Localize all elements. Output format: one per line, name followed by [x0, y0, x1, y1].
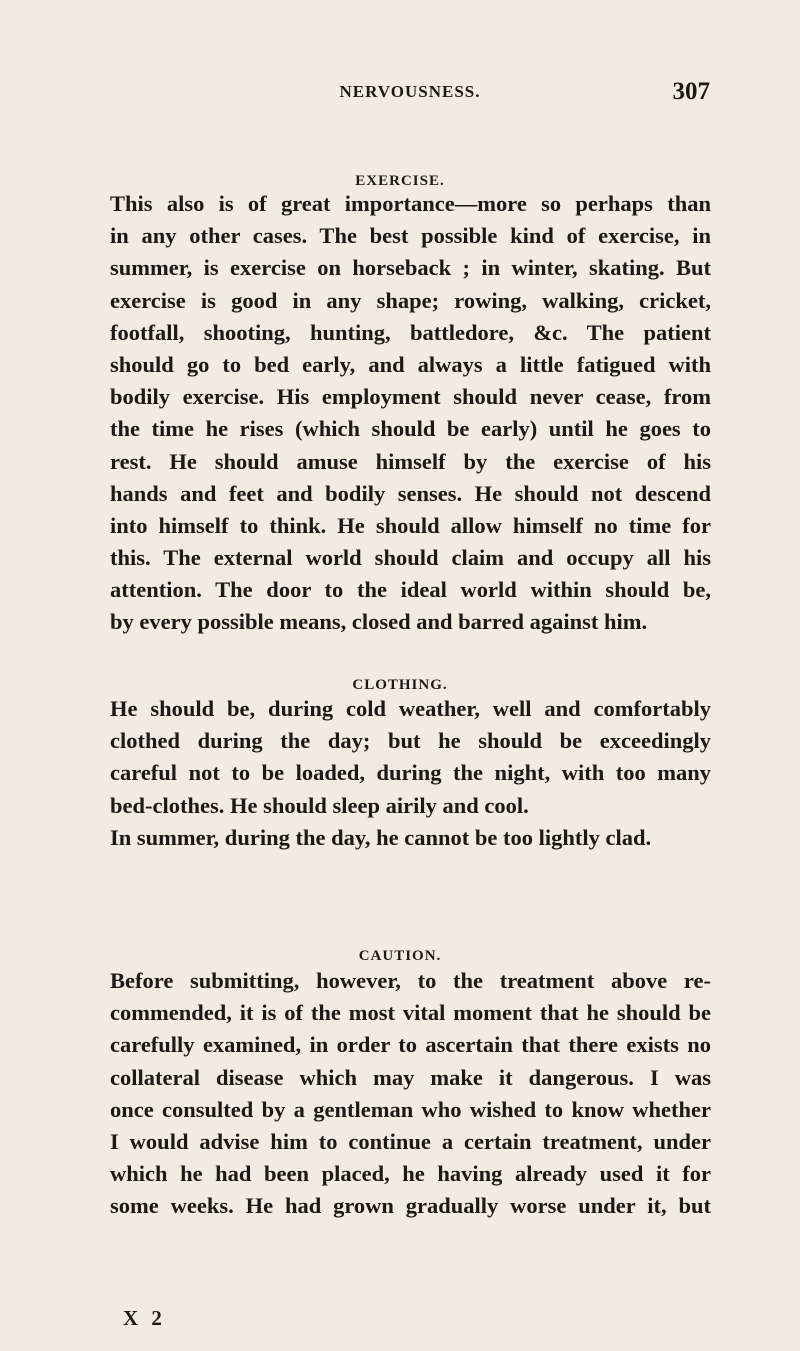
text-line: summer, is exercise on horseback ; in winter, skating. But	[110, 255, 711, 281]
text-line: commended, it is of the most vital moment that he should be	[110, 1000, 711, 1026]
text-line: attention. The door to the ideal world within should be,	[110, 577, 711, 603]
text-line: footfall, shooting, hunting, battledore, &c. The patient	[110, 319, 711, 345]
text-line: He should be, during cold weather, well and comfortably	[110, 696, 711, 721]
paragraph-clothing	[110, 693, 711, 854]
text-line: clothed during the day; but he should be exceedingly	[110, 728, 711, 754]
text-line: In summer, during the day, he cannot be too lightly clad.	[110, 824, 652, 850]
text-line: hands and feet and bodily senses. He should not descend	[110, 480, 711, 506]
text-line: bed-clothes. He should sleep airily and cool.	[110, 792, 529, 818]
text-line: bodily exercise. His employment should never cease, from	[110, 384, 711, 410]
running-head	[110, 78, 710, 108]
text-line: the time he rises (which should be early) until he goes to	[110, 416, 711, 442]
paragraph-exercise	[110, 188, 711, 639]
text-line: I would advise him to continue a certain treatment, under	[110, 1128, 711, 1154]
section-heading-clothing: CLOTHING.	[352, 677, 448, 693]
text-line: in any other cases. The best possible kind of exercise, in	[110, 223, 711, 249]
text-line: by every possible means, closed and barred against him.	[110, 609, 648, 635]
text-line: Before submitting, however, to the treatment above re-	[110, 968, 711, 993]
text-line: should go to bed early, and always a little fatigued with	[110, 351, 711, 377]
text-line: This also is of great importance—more so perhaps than	[110, 191, 711, 216]
text-line: collateral disease which may make it dangerous. I was	[110, 1064, 711, 1090]
signature-mark: X 2	[123, 1306, 166, 1330]
section-heading-exercise: EXERCISE.	[355, 173, 445, 189]
page-number: 307	[672, 78, 710, 105]
text-line: rest. He should amuse himself by the exercise of his	[110, 448, 711, 474]
text-line: some weeks. He had grown gradually worse under it, but	[110, 1193, 711, 1219]
section-heading-caution: CAUTION.	[358, 948, 442, 964]
text-line: which he had been placed, he having already used it for	[110, 1161, 711, 1187]
paragraph-caution	[110, 965, 711, 1223]
text-line: carefully examined, in order to ascertain that there exists no	[110, 1032, 711, 1058]
text-line: this. The external world should claim and occupy all his	[110, 545, 711, 571]
text-line: into himself to think. He should allow himself no time for	[110, 512, 711, 538]
text-line: once consulted by a gentleman who wished to know whether	[110, 1096, 711, 1122]
running-title: NERVOUSNESS.	[339, 82, 481, 101]
text-line: exercise is good in any shape; rowing, walking, cricket,	[110, 287, 711, 313]
text-line: careful not to be loaded, during the night, with too many	[110, 760, 711, 786]
